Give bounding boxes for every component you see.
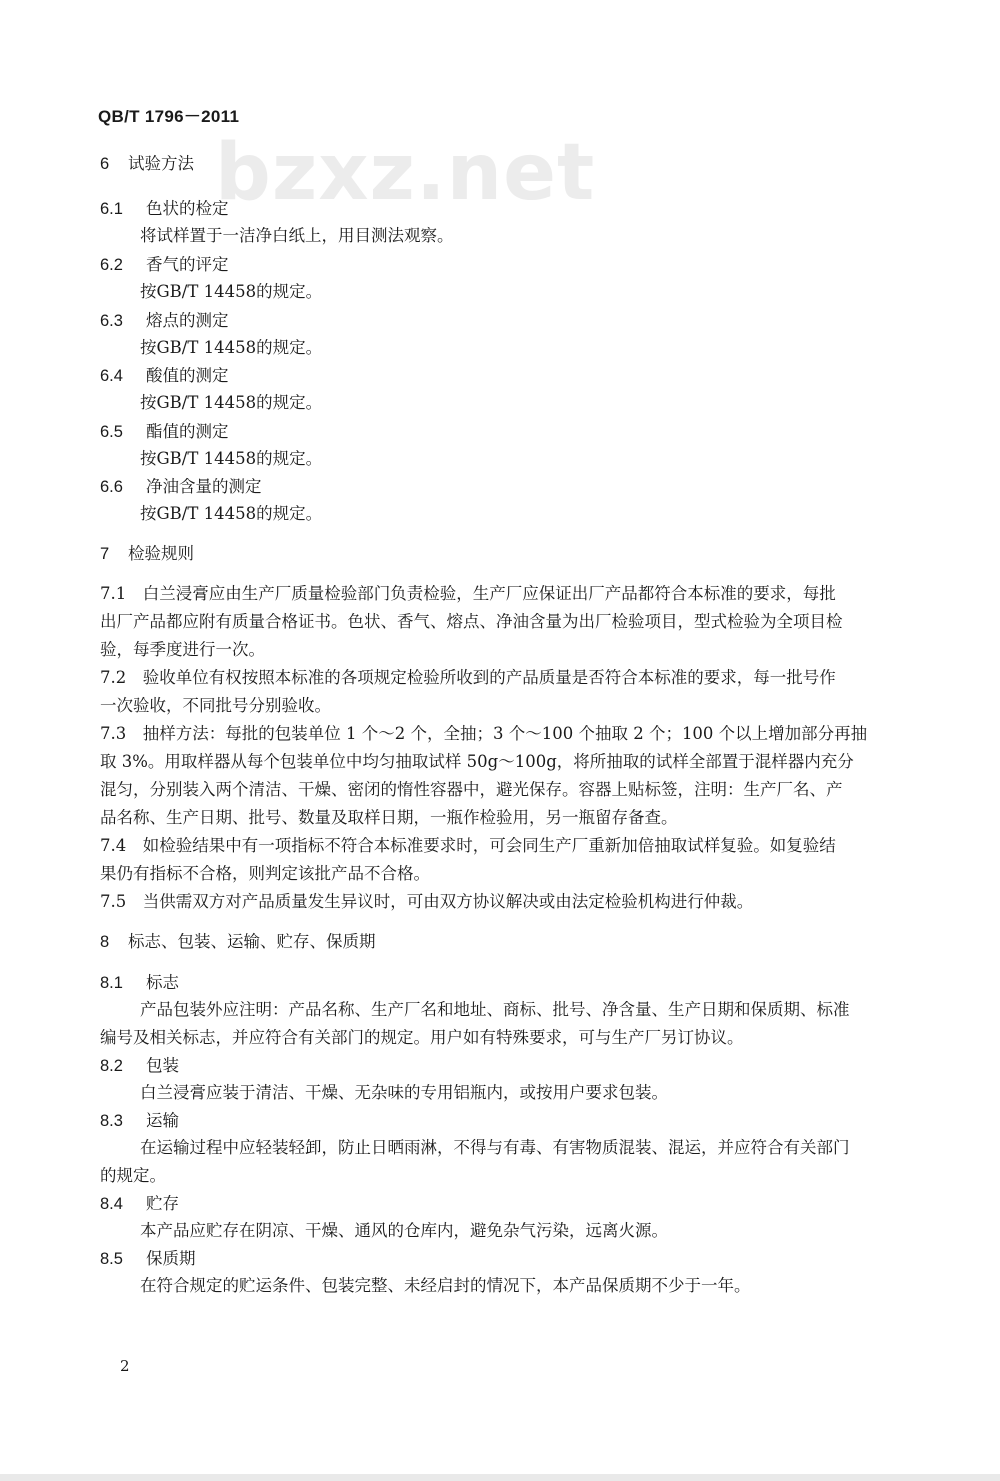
- paragraph-line: 混匀，分别装入两个清洁、干燥、密闭的惰性容器中，避光保存。容器上贴标签，注明：生产厂名、产: [100, 780, 843, 799]
- clause-number: 6.4: [100, 367, 123, 385]
- section-number: 7: [100, 545, 110, 563]
- watermark: bzxz.net: [215, 128, 596, 218]
- section-6-heading: [100, 153, 194, 175]
- clause-text: 将试样置于一洁净白纸上，用目测法观察。: [140, 226, 454, 245]
- section-number: 6: [100, 155, 110, 173]
- paragraph-line: 本产品应贮存在阴凉、干燥、通风的仓库内，避免杂气污染，远离火源。: [140, 1221, 668, 1240]
- clause-number: 8.4: [100, 1195, 123, 1213]
- clause-heading: [100, 476, 262, 498]
- paragraph-line: 7.4 如检验结果中有一项指标不符合本标准要求时，可会同生产厂重新加倍抽取试样复验。如复验结: [100, 836, 836, 855]
- paragraph-line: 的规定。: [100, 1166, 166, 1185]
- clause-heading: [100, 1055, 179, 1077]
- clause-text: 按GB/T 14458的规定。: [140, 504, 323, 523]
- paragraph-line: 7.1 白兰浸膏应由生产厂质量检验部门负责检验，生产厂应保证出厂产品都符合本标准的要求，每批: [100, 584, 836, 603]
- clause-heading: [100, 254, 229, 276]
- section-title: 标志、包装、运输、贮存、保质期: [128, 932, 376, 951]
- paragraph-line: 出厂产品都应附有质量合格证书。色状、香气、熔点、净油含量为出厂检验项目，型式检验为全项目检: [100, 612, 843, 631]
- clause-title: 色状的检定: [146, 199, 229, 218]
- paragraph-line: 取 3%。用取样器从每个包装单位中均匀抽取试样 50g～100g，将所抽取的试样全部置于混样器内充分: [100, 752, 854, 771]
- clause-text: 按GB/T 14458的规定。: [140, 393, 323, 412]
- clause-title: 标志: [146, 973, 179, 992]
- bottom-edge: [0, 1474, 1000, 1481]
- paragraph-line: 果仍有指标不合格，则判定该批产品不合格。: [100, 864, 430, 883]
- clause-title: 酯值的测定: [146, 422, 229, 441]
- paragraph-line: 在运输过程中应轻装轻卸，防止日晒雨淋，不得与有毒、有害物质混装、混运，并应符合有关部门: [140, 1138, 850, 1157]
- clause-title: 酸值的测定: [146, 366, 229, 385]
- section-8-heading: [100, 931, 376, 953]
- clause-number: 8.2: [100, 1057, 123, 1075]
- clause-number: 6.3: [100, 312, 123, 330]
- paragraph-line: 产品包装外应注明：产品名称、生产厂名和地址、商标、批号、净含量、生产日期和保质期、标准: [140, 1000, 850, 1019]
- paragraph-line: 验，每季度进行一次。: [100, 640, 265, 659]
- clause-heading: [100, 310, 229, 332]
- page-number: 2: [120, 1357, 130, 1375]
- clause-text: 按GB/T 14458的规定。: [140, 282, 323, 301]
- clause-title: 贮存: [146, 1194, 179, 1213]
- paragraph-line: 7.3 抽样方法：每批的包装单位 1 个～2 个，全抽；3 个～100 个抽取 2 个；100 个以上增加部分再抽: [100, 724, 868, 743]
- clause-title: 包装: [146, 1056, 179, 1075]
- clause-heading: [100, 1248, 196, 1270]
- paragraph-line: 在符合规定的贮运条件、包装完整、未经启封的情况下，本产品保质期不少于一年。: [140, 1276, 751, 1295]
- clause-number: 6.1: [100, 200, 123, 218]
- clause-heading: [100, 365, 229, 387]
- section-7-heading: [100, 543, 194, 565]
- clause-heading: [100, 1193, 179, 1215]
- section-title: 检验规则: [128, 544, 194, 563]
- paragraph-line: 一次验收，不同批号分别验收。: [100, 696, 331, 715]
- clause-text: 按GB/T 14458的规定。: [140, 338, 323, 357]
- clause-number: 6.2: [100, 256, 123, 274]
- paragraph-line: 白兰浸膏应装于清洁、干燥、无杂味的专用铝瓶内，或按用户要求包装。: [140, 1083, 668, 1102]
- document-code: QB/T 1796－2011: [98, 107, 240, 126]
- paragraph-line: 编号及相关标志，并应符合有关部门的规定。用户如有特殊要求，可与生产厂另订协议。: [100, 1028, 744, 1047]
- clause-title: 香气的评定: [146, 255, 229, 274]
- clause-heading: [100, 1110, 179, 1132]
- paragraph-line: 品名称、生产日期、批号、数量及取样日期，一瓶作检验用，另一瓶留存备查。: [100, 808, 678, 827]
- clause-title: 净油含量的测定: [146, 477, 262, 496]
- clause-title: 运输: [146, 1111, 179, 1130]
- clause-text: 按GB/T 14458的规定。: [140, 449, 323, 468]
- clause-number: 8.5: [100, 1250, 123, 1268]
- section-title: 试验方法: [128, 154, 194, 173]
- clause-heading: [100, 972, 179, 994]
- clause-number: 6.5: [100, 423, 123, 441]
- clause-number: 8.1: [100, 974, 123, 992]
- clause-title: 保质期: [146, 1249, 196, 1268]
- clause-heading: [100, 421, 229, 443]
- clause-heading: [100, 198, 229, 220]
- paragraph-line: 7.5 当供需双方对产品质量发生异议时，可由双方协议解决或由法定检验机构进行仲裁。: [100, 892, 754, 911]
- clause-title: 熔点的测定: [146, 311, 229, 330]
- section-number: 8: [100, 933, 110, 951]
- paragraph-line: 7.2 验收单位有权按照本标准的各项规定检验所收到的产品质量是否符合本标准的要求，每一批号作: [100, 668, 836, 687]
- clause-number: 6.6: [100, 478, 123, 496]
- clause-number: 8.3: [100, 1112, 123, 1130]
